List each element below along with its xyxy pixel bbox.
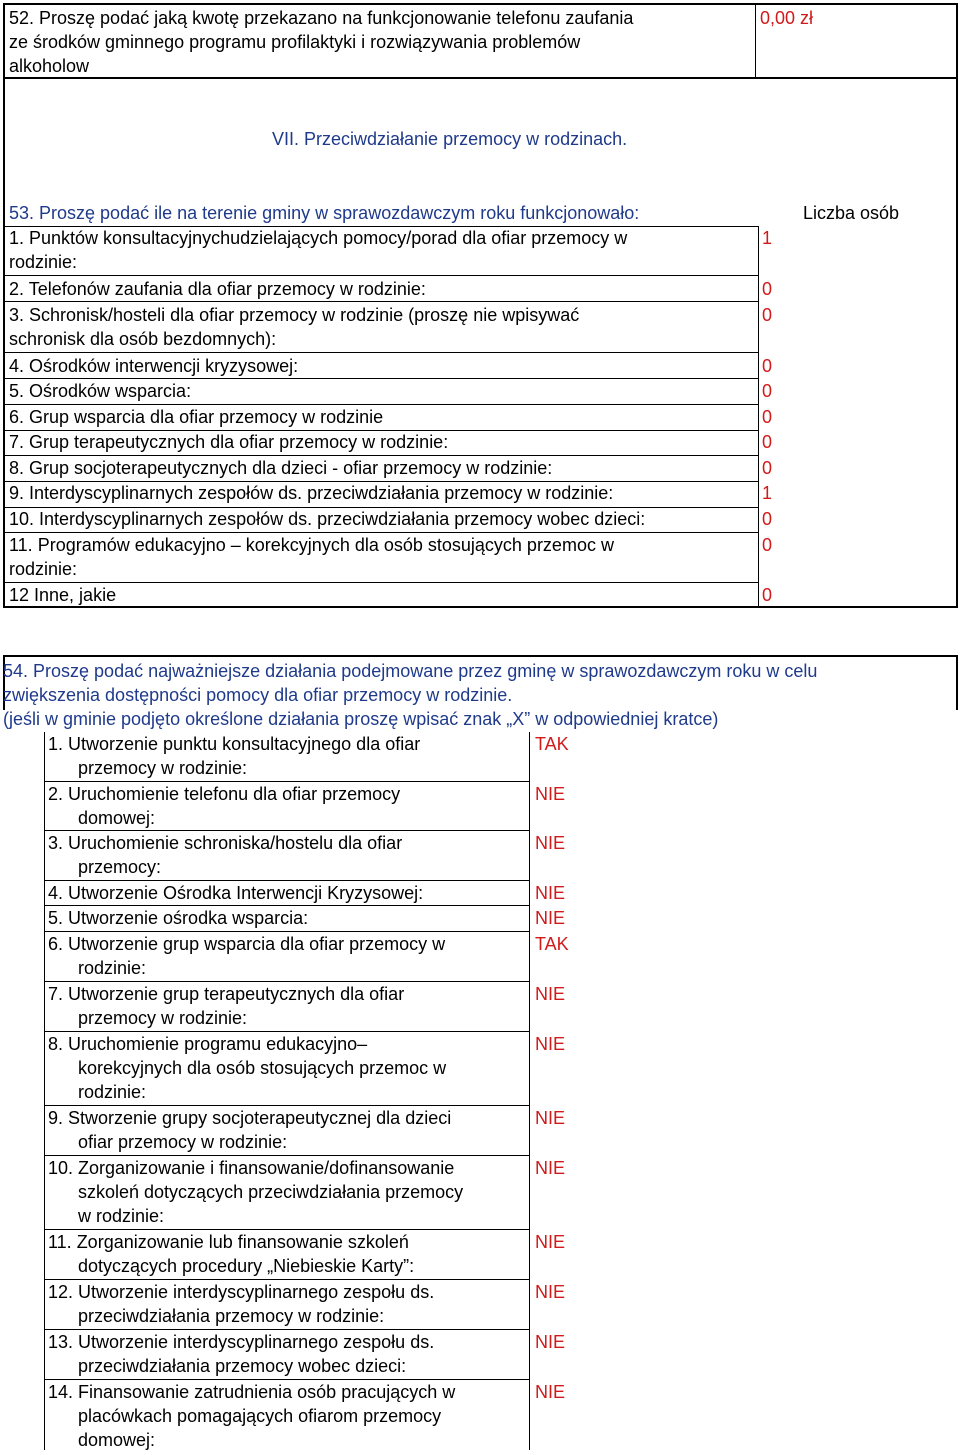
q53-item-4-line-1: 4. Ośrodków interwencji kryzysowej: [9,356,299,376]
q53-item-9-line-1: 9. Interdyscyplinarnych zespołów ds. przeciwdziałania przemocy w rodzinie: [9,483,614,503]
q54-item-8-line-2: korekcyjnych dla osób stosujących przemoc w [78,1058,447,1078]
q54-item-1-line-2: przemocy w rodzinie: [78,758,248,778]
q52-line-3: alkoholow [9,56,90,76]
q54-item-6-line-1: 6. Utworzenie grup wsparcia dla ofiar przemocy w [48,934,446,954]
q53-item-1-line-1: 1. Punktów konsultacyjnychudzielających pomocy/porad dla ofiar przemocy w [9,228,628,248]
q54-item-3-line-1: 3. Uruchomienie schroniska/hostelu dla ofiar [48,833,403,853]
q53-item-1-line-2: rodzinie: [9,252,78,272]
q54-header-line-3: (jeśli w gminie podjęto określone działania proszę wpisać znak „X” w odpowiedniej kratce) [3,709,719,729]
q54-item-13-line-2: przeciwdziałania przemocy wobec dzieci: [78,1356,407,1376]
q54-item-5-value[interactable]: NIE [535,908,566,928]
q54-header-line-1: 54. Proszę podać najważniejsze działania podejmowane przez gminę w sprawozdawczym roku w celu [3,661,818,681]
q54-item-8-line-1: 8. Uruchomienie programu edukacyjno– [48,1034,368,1054]
q54-item-10-line-3: w rodzinie: [78,1206,165,1226]
q53-item-7-value[interactable]: 0 [762,432,773,452]
q53-item-5-line-1: 5. Ośrodków wsparcia: [9,381,192,401]
q53-item-2-line-1: 2. Telefonów zaufania dla ofiar przemocy w rodzinie: [9,279,426,299]
q54-item-8-value[interactable]: NIE [535,1034,566,1054]
q53-item-8-line-1: 8. Grup socjoterapeutycznych dla dzieci - ofiar przemocy w rodzinie: [9,458,553,478]
q54-item-14-line-2: placówkach pomagających ofiarom przemocy [78,1406,442,1426]
q53-item-5-value[interactable]: 0 [762,381,773,401]
q54-item-7-line-1: 7. Utworzenie grup terapeutycznych dla ofiar [48,984,405,1004]
q54-header-line-2: zwiększenia dostępności pomocy dla ofiar przemocy w rodzinie. [3,685,513,705]
q54-item-7-value[interactable]: NIE [535,984,566,1004]
q54-item-7-line-2: przemocy w rodzinie: [78,1008,248,1028]
q53-header: 53. Proszę podać ile na terenie gminy w sprawozdawczym roku funkcjonowało: [9,203,640,223]
q54-item-5-line-1: 5. Utworzenie ośrodka wsparcia: [48,908,309,928]
q54-grid-left [44,732,45,1450]
q54-item-6-line-2: rodzinie: [78,958,147,978]
q53-row-divider [4,275,758,276]
q54-item-9-value[interactable]: NIE [535,1108,566,1128]
q54-item-11-value[interactable]: NIE [535,1232,566,1252]
q53-row-divider [4,582,758,583]
q53-item-8-value[interactable]: 0 [762,458,773,478]
q53-item-6-line-1: 6. Grup wsparcia dla ofiar przemocy w rodzinie [9,407,384,427]
q54-item-6-value[interactable]: TAK [535,934,569,954]
q54-item-10-line-1: 10. Zorganizowanie i finansowanie/dofinansowanie [48,1158,455,1178]
q53-item-11-line-2: rodzinie: [9,559,78,579]
q54-item-3-value[interactable]: NIE [535,833,566,853]
q54-item-10-line-2: szkoleń dotyczących przeciwdziałania przemocy [78,1182,464,1202]
q54-item-13-line-1: 13. Utworzenie interdyscyplinarnego zespołu ds. [48,1332,435,1352]
q54-item-2-line-1: 2. Uruchomienie telefonu dla ofiar przemocy [48,784,401,804]
q54-item-14-line-1: 14. Finansowanie zatrudnienia osób pracujących w [48,1382,456,1402]
q53-item-11-line-1: 11. Programów edukacyjno – korekcyjnych dla osób stosujących przemoc w [9,535,614,555]
q53-item-2-value[interactable]: 0 [762,279,773,299]
q54-grid-mid [529,732,530,1450]
q54-item-3-line-2: przemocy: [78,857,162,877]
q53-column-header: Liczba osób [803,203,900,223]
q52-divider [755,4,756,78]
q54-item-12-line-1: 12. Utworzenie interdyscyplinarnego zespołu ds. [48,1282,435,1302]
q53-item-12-value[interactable]: 0 [762,585,773,605]
q54-item-1-value[interactable]: TAK [535,734,569,754]
q54-item-4-value[interactable]: NIE [535,883,566,903]
q54-item-9-line-1: 9. Stworzenie grupy socjoterapeutycznej dla dzieci [48,1108,452,1128]
q53-item-10-value[interactable]: 0 [762,509,773,529]
q54-item-14-value[interactable]: NIE [535,1382,566,1402]
q53-item-4-value[interactable]: 0 [762,356,773,376]
q52-line-1: 52. Proszę podać jaką kwotę przekazano na funkcjonowanie telefonu zaufania [9,8,634,28]
q53-grid-right [758,226,759,608]
q53-item-3-line-2: schronisk dla osób bezdomnych): [9,329,277,349]
q52-line-2: ze środków gminnego programu profilaktyki i rozwiązywania problemów [9,32,581,52]
q53-item-10-line-1: 10. Interdyscyplinarnych zespołów ds. przeciwdziałania przemocy wobec dzieci: [9,509,646,529]
q54-item-14-line-3: domowej: [78,1430,156,1450]
q54-item-12-line-2: przeciwdziałania przemocy w rodzinie: [78,1306,385,1326]
q54-item-4-line-1: 4. Utworzenie Ośrodka Interwencji Kryzysowej: [48,883,424,903]
q54-item-1-line-1: 1. Utworzenie punktu konsultacyjnego dla ofiar [48,734,421,754]
q54-item-13-value[interactable]: NIE [535,1332,566,1352]
q53-item-11-value[interactable]: 0 [762,535,773,555]
q54-item-2-line-2: domowej: [78,808,156,828]
q53-item-7-line-1: 7. Grup terapeutycznych dla ofiar przemocy w rodzinie: [9,432,449,452]
q53-item-12-line-1: 12 Inne, jakie [9,585,117,605]
q53-item-6-value[interactable]: 0 [762,407,773,427]
q54-item-2-value[interactable]: NIE [535,784,566,804]
q53-row-divider [4,301,758,302]
q53-item-9-value[interactable]: 1 [762,483,773,503]
q54-item-8-line-3: rodzinie: [78,1082,147,1102]
section-title: VII. Przeciwdziałanie przemocy w rodzinach. [272,129,628,149]
q52-answer[interactable]: 0,00 zł [760,8,814,28]
q54-item-11-line-1: 11. Zorganizowanie lub finansowanie szkoleń [48,1232,409,1252]
q54-item-10-value[interactable]: NIE [535,1158,566,1178]
q53-item-1-value[interactable]: 1 [762,228,773,248]
q54-item-12-value[interactable]: NIE [535,1282,566,1302]
q53-item-3-value[interactable]: 0 [762,305,773,325]
q53-row-divider [4,352,758,353]
q54-item-11-line-2: dotyczących procedury „Niebieskie Karty”: [78,1256,415,1276]
q54-item-9-line-2: ofiar przemocy w rodzinie: [78,1132,288,1152]
q53-item-3-line-1: 3. Schronisk/hosteli dla ofiar przemocy w rodzinie (proszę nie wpisywać [9,305,580,325]
